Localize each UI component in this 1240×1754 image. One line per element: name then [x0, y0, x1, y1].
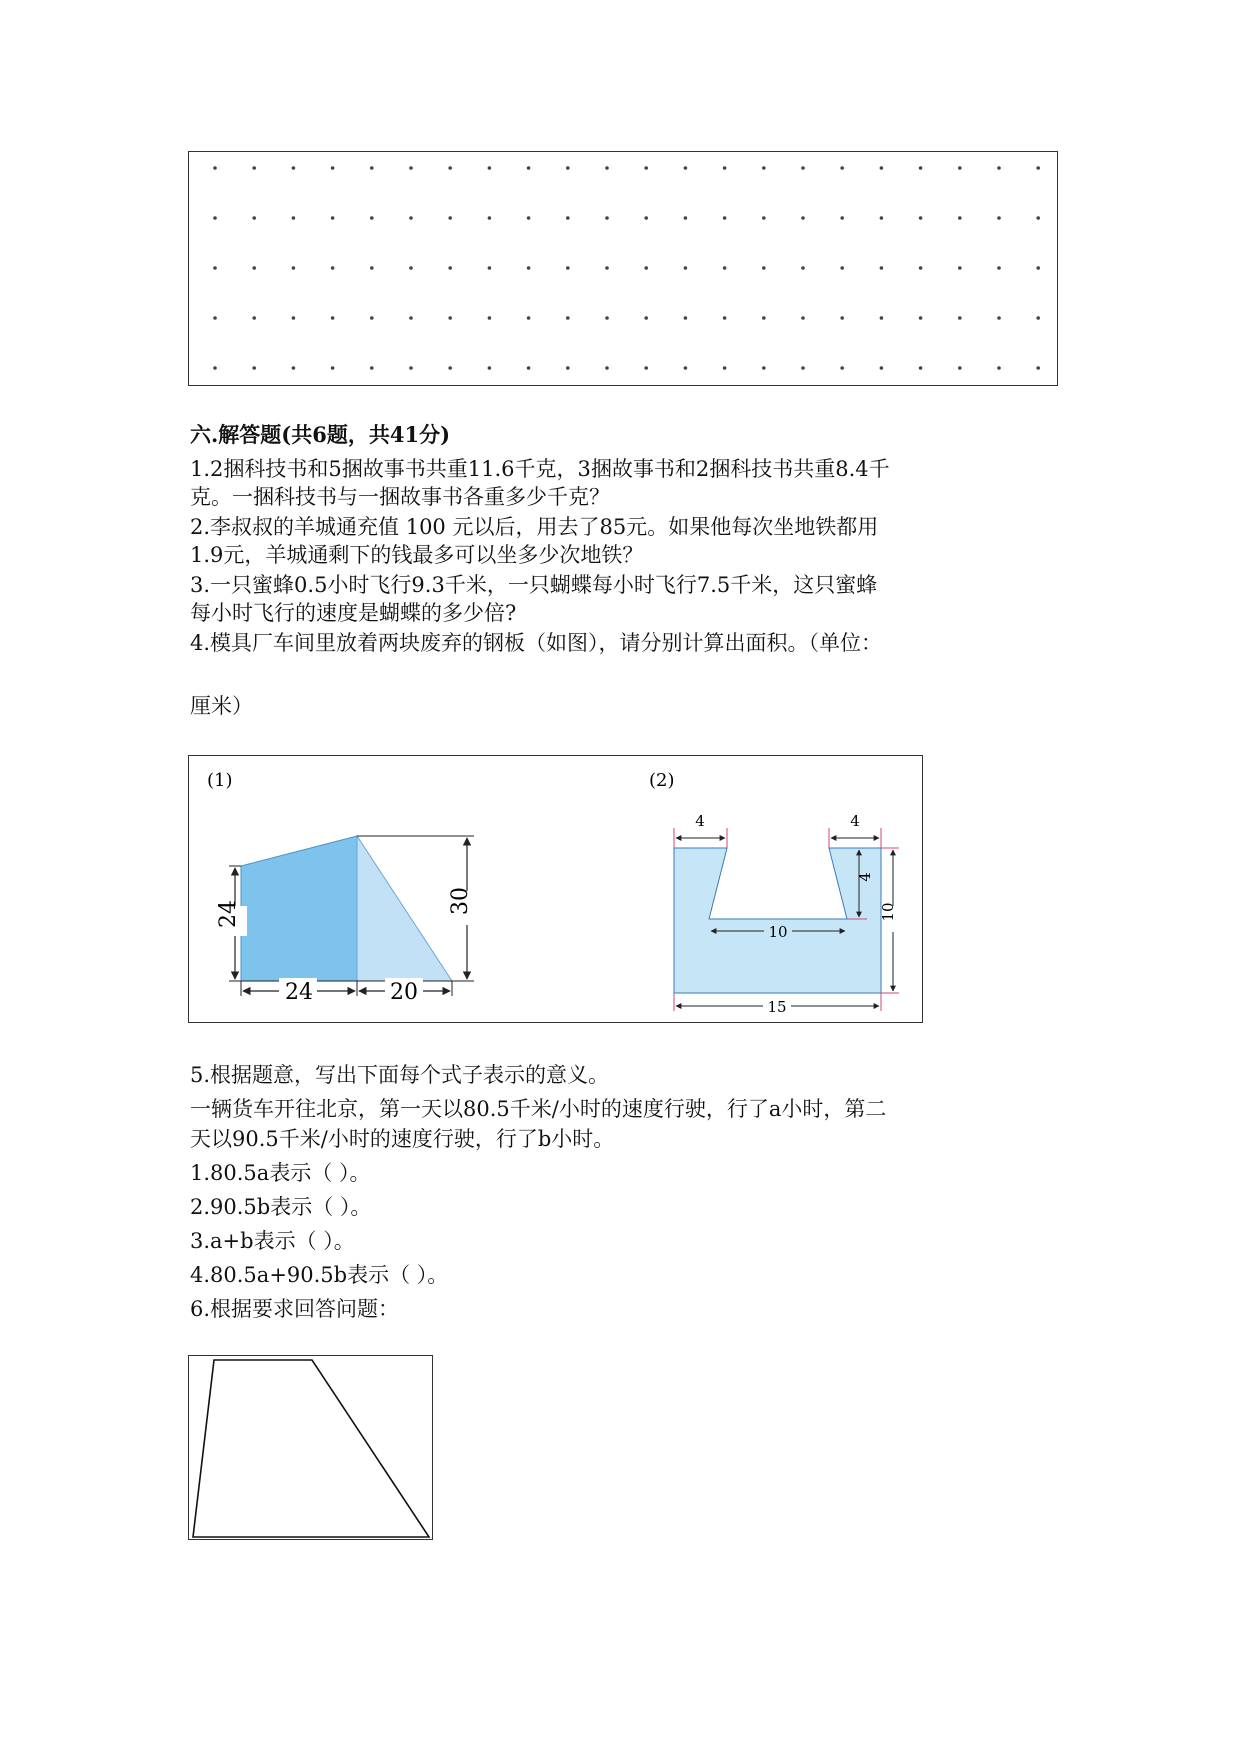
grid-dot [958, 266, 962, 270]
grid-dot [331, 266, 335, 270]
grid-dot [527, 166, 531, 170]
q5-text2: 天以90.5千米/小时的速度行驶，行了b小时。 [190, 1127, 615, 1151]
grid-dot [919, 366, 923, 370]
grid-dot [840, 216, 844, 220]
grid-dot [252, 266, 256, 270]
grid-dot [644, 366, 648, 370]
grid-dot [331, 216, 335, 220]
grid-dot [958, 366, 962, 370]
grid-dot [1036, 166, 1040, 170]
grid-dot [409, 266, 413, 270]
grid-dot [605, 366, 609, 370]
grid-dot [958, 166, 962, 170]
grid-dot [331, 166, 335, 170]
grid-dot [997, 166, 1001, 170]
grid-dot [527, 366, 531, 370]
grid-dot [723, 216, 727, 220]
grid-dot [370, 216, 374, 220]
fig2-notched-plate [674, 848, 881, 993]
grid-dot [566, 366, 570, 370]
fig1-trapezoid [241, 836, 357, 981]
fig2-notch-depth: 4 [856, 872, 874, 882]
grid-dot [801, 266, 805, 270]
grid-dot [409, 316, 413, 320]
grid-dot [684, 266, 688, 270]
fig2-height: 10 [879, 902, 897, 922]
grid-dot [840, 366, 844, 370]
grid-dot [370, 366, 374, 370]
grid-dot [684, 166, 688, 170]
grid-dot [1036, 366, 1040, 370]
grid-dot [605, 216, 609, 220]
grid-dot [958, 316, 962, 320]
grid-dot [605, 166, 609, 170]
q5-item-4: 4.80.5a+90.5b表示（ ）。 [190, 1263, 449, 1287]
grid-dot [723, 316, 727, 320]
grid-dot [1036, 266, 1040, 270]
fig1-label: (1) [207, 770, 233, 791]
grid-dot [919, 216, 923, 220]
fig2-top-right: 4 [850, 812, 860, 830]
grid-dot [762, 166, 766, 170]
grid-dot [801, 316, 805, 320]
grid-dot [997, 316, 1001, 320]
grid-dot [880, 316, 884, 320]
grid-dot [252, 316, 256, 320]
fig2-top-left: 4 [695, 812, 705, 830]
grid-dot [644, 166, 648, 170]
grid-dot [840, 316, 844, 320]
grid-dot [997, 266, 1001, 270]
fig2-width: 15 [767, 998, 787, 1016]
grid-dot [252, 216, 256, 220]
q5-text1: 一辆货车开往北京，第一天以80.5千米/小时的速度行驶，行了a小时，第二 [190, 1097, 887, 1121]
grid-dot [370, 316, 374, 320]
grid-dot [801, 366, 805, 370]
grid-dot [958, 216, 962, 220]
q6-title: 6.根据要求回答问题： [190, 1297, 400, 1321]
fig1-base-right: 20 [390, 980, 418, 1005]
q3-line1: 3.一只蜜蜂0.5小时飞行9.3千米，一只蝴蝶每小时飞行7.5千米，这只蜜蜂 [190, 573, 878, 597]
section-heading: 六.解答题(共6题，共41分) [190, 422, 451, 447]
dot-grid [189, 152, 1057, 385]
trapezoid-figure-box [188, 1355, 433, 1540]
grid-dot [762, 266, 766, 270]
grid-dot [252, 366, 256, 370]
grid-dot [605, 316, 609, 320]
q4-line2: 厘米） [190, 694, 253, 718]
grid-dot [488, 366, 492, 370]
q2-line2: 1.9元，羊城通剩下的钱最多可以坐多少次地铁？ [190, 543, 644, 567]
grid-dot [527, 266, 531, 270]
steel-plate-figure-box [188, 755, 923, 1023]
grid-dot [213, 166, 217, 170]
grid-dot [292, 216, 296, 220]
grid-dot [213, 316, 217, 320]
grid-dot [213, 216, 217, 220]
grid-dot [292, 166, 296, 170]
grid-dot [448, 216, 452, 220]
grid-dot [684, 366, 688, 370]
q5-title: 5.根据题意，写出下面每个式子表示的意义。 [190, 1063, 610, 1087]
grid-dot [644, 216, 648, 220]
grid-dot [880, 366, 884, 370]
grid-dot [448, 366, 452, 370]
grid-dot [880, 166, 884, 170]
grid-dot [488, 216, 492, 220]
q1-line2: 克。一捆科技书与一捆故事书各重多少千克？ [190, 485, 610, 509]
grid-dot [292, 366, 296, 370]
q5-item-3: 3.a+b表示（ ）。 [190, 1229, 355, 1253]
grid-dot [566, 316, 570, 320]
grid-dot [880, 216, 884, 220]
grid-dot [840, 266, 844, 270]
grid-dot [723, 266, 727, 270]
fig1-left-height: 24 [216, 900, 241, 928]
grid-dot [527, 216, 531, 220]
fig2-label: (2) [649, 770, 675, 791]
q4-line1: 4.模具厂车间里放着两块废弃的钢板（如图），请分别计算出面积。（单位： [190, 631, 883, 655]
grid-dot [880, 266, 884, 270]
grid-dot [801, 166, 805, 170]
grid-dot [684, 216, 688, 220]
q3-line2: 每小时飞行的速度是蝴蝶的多少倍? [190, 601, 517, 625]
grid-dot [213, 366, 217, 370]
grid-dot [331, 316, 335, 320]
fig1-right-height: 30 [448, 887, 473, 915]
q5-item-2: 2.90.5b表示（ ）。 [190, 1195, 372, 1219]
grid-dot [488, 316, 492, 320]
trapezoid-shape [193, 1360, 429, 1537]
grid-dot [762, 316, 766, 320]
grid-dot [723, 166, 727, 170]
fig1-triangle [357, 836, 452, 981]
grid-dot [801, 216, 805, 220]
grid-dot [644, 316, 648, 320]
trapezoid-figure [189, 1356, 432, 1539]
fig2-notch-bottom: 10 [768, 923, 788, 941]
grid-dot [566, 216, 570, 220]
grid-dot [644, 266, 648, 270]
grid-dot [997, 216, 1001, 220]
grid-dot [1036, 216, 1040, 220]
steel-plate-figure [189, 756, 922, 1022]
grid-dot [252, 166, 256, 170]
dot-grid-box [188, 151, 1058, 386]
grid-dot [919, 166, 923, 170]
grid-dot [527, 316, 531, 320]
grid-dot [448, 166, 452, 170]
grid-dot [840, 166, 844, 170]
fig1-base-left: 24 [285, 980, 313, 1005]
q1-line1: 1.2捆科技书和5捆故事书共重11.6千克，3捆故事书和2捆科技书共重8.4千 [190, 457, 890, 481]
grid-dot [566, 266, 570, 270]
grid-dot [409, 366, 413, 370]
grid-dot [566, 166, 570, 170]
grid-dot [292, 266, 296, 270]
grid-dot [762, 216, 766, 220]
grid-dot [1036, 316, 1040, 320]
grid-dot [488, 266, 492, 270]
grid-dot [723, 366, 727, 370]
q2-line1: 2.李叔叔的羊城通充值 100 元以后，用去了85元。如果他每次坐地铁都用 [190, 515, 879, 539]
grid-dot [331, 366, 335, 370]
grid-dot [448, 266, 452, 270]
grid-dot [684, 316, 688, 320]
grid-dot [997, 366, 1001, 370]
grid-dot [605, 266, 609, 270]
grid-dot [409, 166, 413, 170]
q5-item-1: 1.80.5a表示（ ）。 [190, 1161, 371, 1185]
grid-dot [448, 316, 452, 320]
grid-dot [370, 266, 374, 270]
grid-dot [292, 316, 296, 320]
grid-dot [370, 166, 374, 170]
grid-dot [213, 266, 217, 270]
grid-dot [409, 216, 413, 220]
grid-dot [919, 266, 923, 270]
grid-dot [919, 316, 923, 320]
grid-dot [488, 166, 492, 170]
grid-dot [762, 366, 766, 370]
